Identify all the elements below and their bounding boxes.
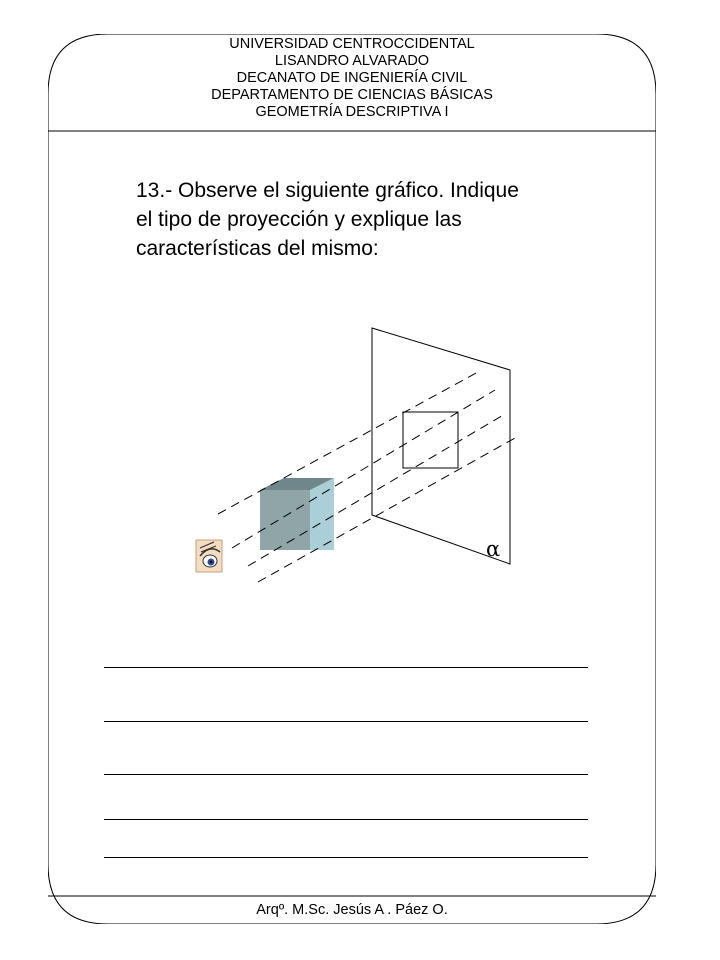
question-line: características del mismo: xyxy=(136,237,379,260)
university-subname: LISANDRO ALVARADO xyxy=(274,53,430,69)
projection-plane xyxy=(372,328,510,564)
department-name: DEPARTAMENTO DE CIENCIAS BÁSICAS xyxy=(211,87,493,103)
answer-line xyxy=(104,774,588,775)
projection-rays xyxy=(218,372,515,582)
answer-line xyxy=(104,721,588,722)
question-line: 13.- Observe el siguiente gráfico. Indique xyxy=(136,179,519,202)
course-name: GEOMETRÍA DESCRIPTIVA I xyxy=(255,104,449,120)
author-credit: Arqº. M.Sc. Jesús A . Páez O. xyxy=(256,902,448,918)
deanery-name: DECANATO DE INGENIERÍA CIVIL xyxy=(236,70,468,86)
cube xyxy=(260,478,334,550)
projection-ray xyxy=(232,390,495,548)
answer-line xyxy=(104,819,588,820)
cube-front-face xyxy=(260,490,310,550)
projection-ray xyxy=(218,372,478,514)
answer-line xyxy=(104,667,588,668)
question-line: el tipo de proyección y explique las xyxy=(136,208,462,231)
eye-icon xyxy=(196,540,222,572)
university-name: UNIVERSIDAD CENTROCCIDENTAL xyxy=(229,36,475,52)
projected-square xyxy=(403,412,458,468)
plane-label: α xyxy=(486,537,501,561)
answer-line xyxy=(104,857,588,858)
